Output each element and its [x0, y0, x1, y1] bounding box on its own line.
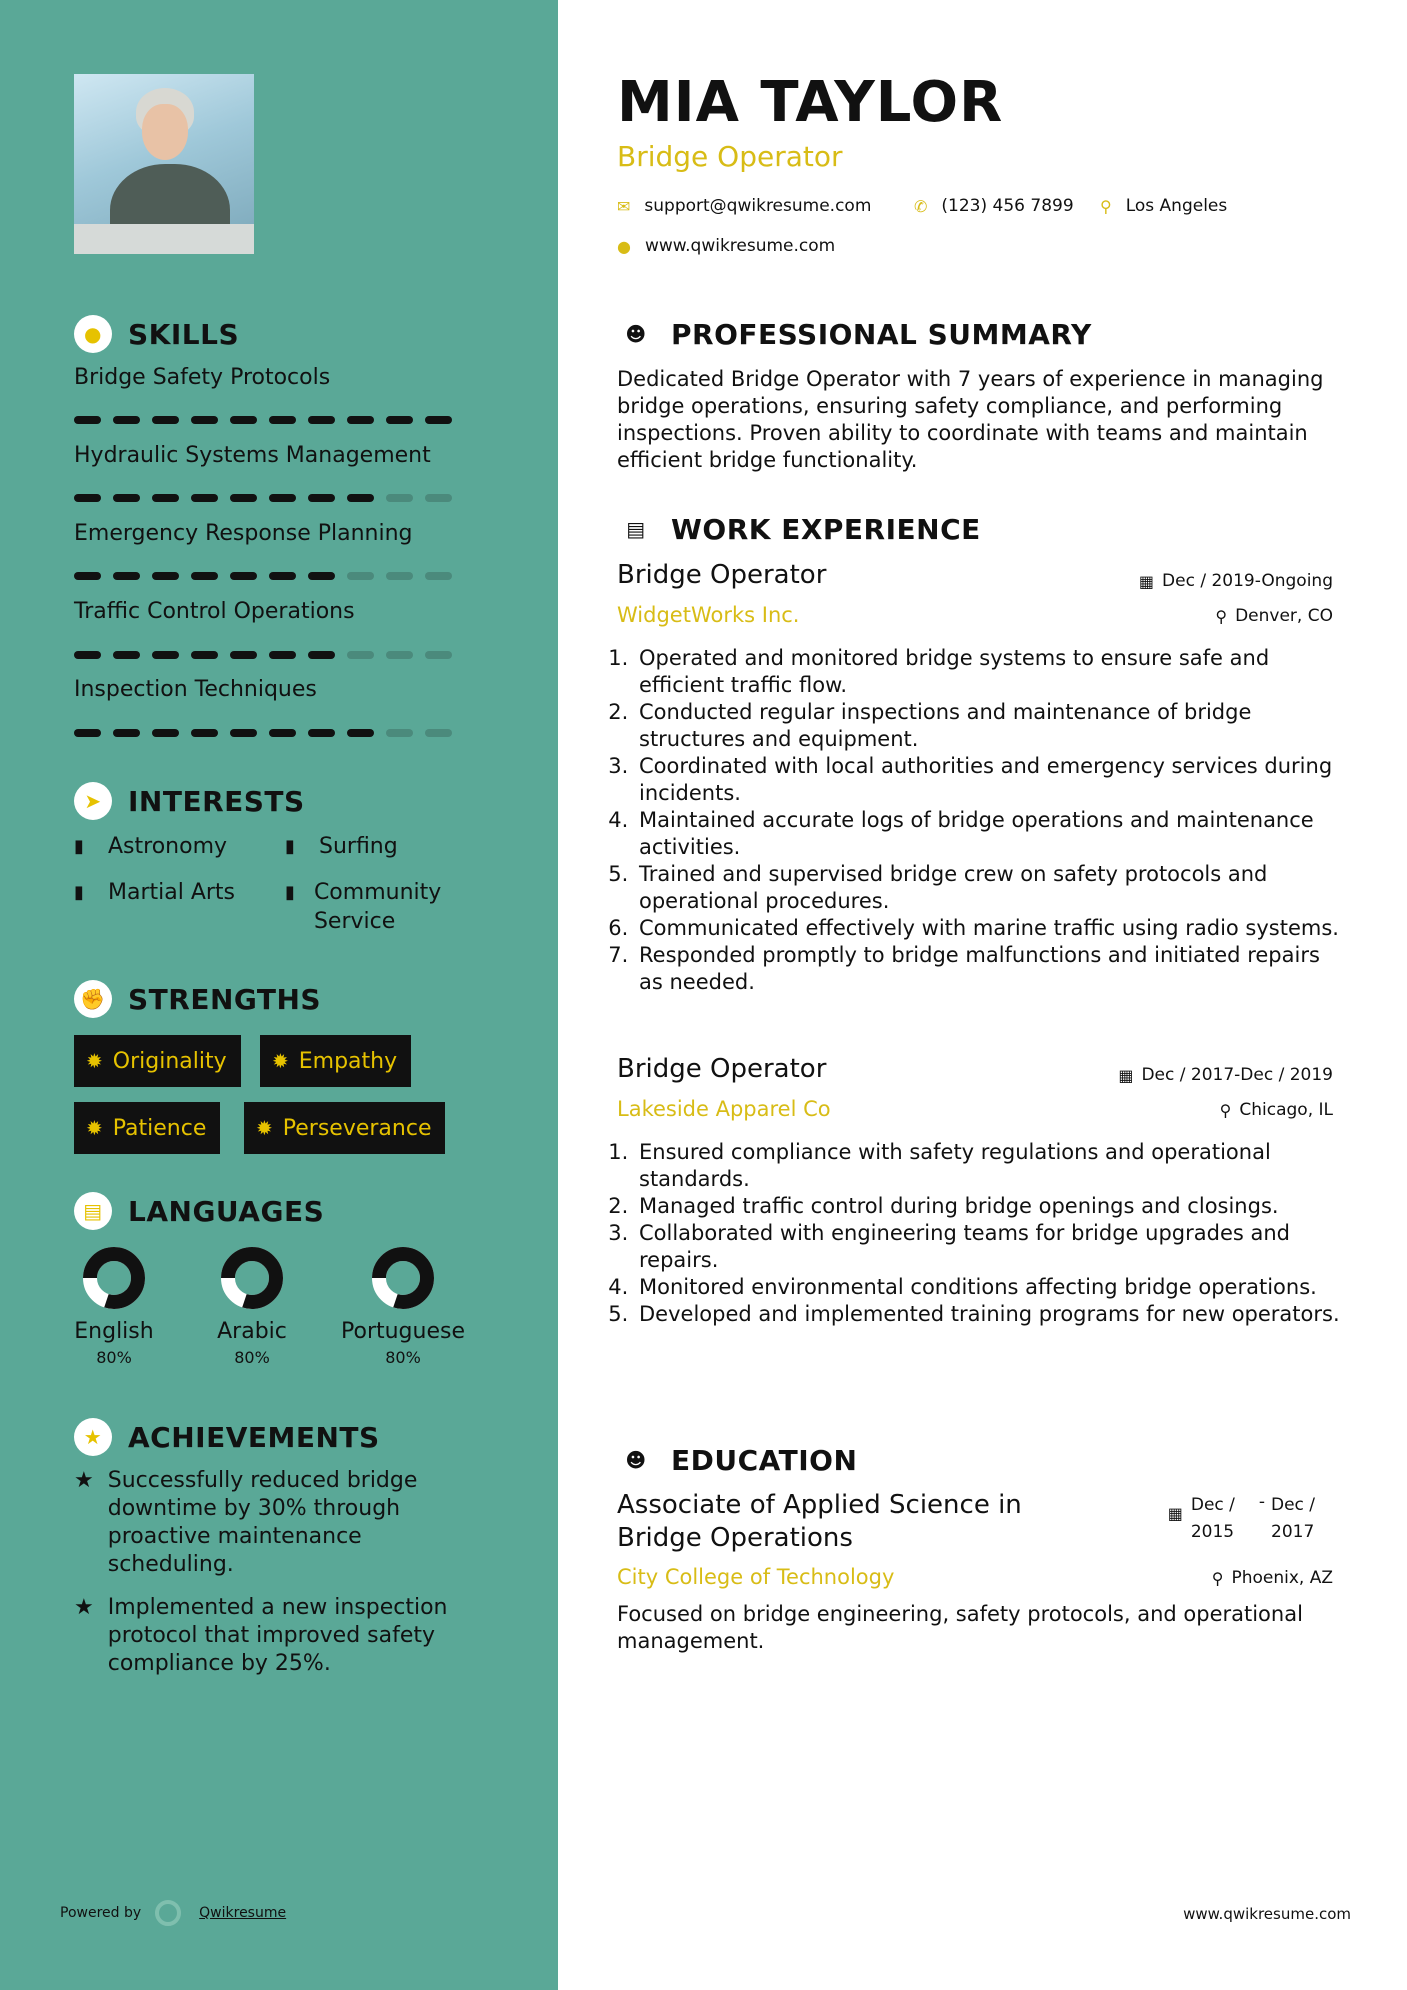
pushpin-icon: ⚲ [1219, 1100, 1232, 1120]
achievements-heading: ★ ACHIEVEMENTS [74, 1418, 380, 1456]
skill-dash-filled [308, 651, 335, 659]
skill-dash-filled [74, 729, 101, 737]
skill-dash-filled [74, 494, 101, 502]
skill-dash-empty [425, 729, 452, 737]
strength-badge: ✹ Empathy [260, 1035, 411, 1087]
skill-dash-empty [425, 494, 452, 502]
skill-name: Traffic Control Operations [74, 599, 355, 624]
interests-heading: ➤ INTERESTS [74, 782, 305, 820]
book-icon: ▮ [285, 836, 295, 857]
job-company: Lakeside Apparel Co [617, 1097, 831, 1121]
language-item [192, 1245, 312, 1367]
skill-level-bar [74, 729, 452, 737]
job-dates: ▦ Dec / 2017-Dec / 2019 [1118, 1065, 1333, 1085]
education-heading: ☻ EDUCATION [617, 1441, 857, 1479]
job-company: WidgetWorks Inc. [617, 603, 800, 627]
lightbulb-icon: ● [74, 315, 112, 353]
skill-dash-filled [152, 729, 179, 737]
education-text: Focused on bridge engineering, safety protocols, and operational management. [617, 1602, 1303, 1653]
skill-dash-filled [308, 416, 335, 424]
candidate-name: MIA TAYLOR [617, 70, 1004, 135]
skill-dash-filled [74, 416, 101, 424]
job-bullet: 3. Collaborated with engineering teams for bridge upgrades and repairs. [635, 1220, 1347, 1274]
skill-dash-filled [191, 729, 218, 737]
contact-website[interactable]: ● www.qwikresume.com [617, 236, 836, 256]
job-location: ⚲ Denver, CO [1215, 606, 1333, 626]
star-icon: ★ [74, 1418, 112, 1456]
brand-link[interactable]: Qwikresume [199, 1905, 287, 1921]
briefcase-icon: ▤ [626, 517, 646, 541]
skill-dash-filled [113, 729, 140, 737]
graduate-icon: ☻ [625, 1448, 647, 1472]
skill-dash-filled [230, 572, 257, 580]
education-dates: ▦ Dec / 2015 - Dec / 2017 [1167, 1492, 1316, 1542]
skill-dash-filled [191, 572, 218, 580]
map-pin-icon: ⚲ [1100, 196, 1112, 216]
paper-plane-icon: ➤ [74, 782, 112, 820]
job-title: Bridge Operator [617, 1054, 827, 1084]
globe-icon: ● [617, 236, 631, 256]
languages-heading: ▤ LANGUAGES [74, 1192, 324, 1230]
summary-text: Dedicated Bridge Operator with 7 years of experience in managing bridge operations, ensuring safety compliance, and performing inspections. Proven ability to coordinate with teams and maintain efficient bridge functionality. [617, 367, 1324, 472]
school-name: City College of Technology [617, 1565, 895, 1589]
job-title: Bridge Operator [617, 560, 827, 590]
calendar-icon: ▦ [1167, 1504, 1183, 1523]
skill-dash-filled [386, 416, 413, 424]
sun-icon: ✹ [86, 1116, 103, 1140]
job-bullets [617, 645, 1347, 996]
skill-dash-filled [152, 572, 179, 580]
job-dates: ▦ Dec / 2019-Ongoing [1138, 571, 1333, 591]
fist-icon: ✊ [74, 980, 112, 1018]
id-card-icon: ▤ [74, 1192, 112, 1230]
language-name: English [74, 1319, 154, 1344]
profile-photo [74, 74, 254, 254]
job-bullets [617, 1139, 1347, 1328]
job-bullet: 1. Operated and monitored bridge systems to ensure safe and efficient traffic flow. [635, 645, 1347, 699]
language-donut [219, 1245, 285, 1311]
skill-dash-filled [152, 651, 179, 659]
language-percent: 80% [385, 1348, 421, 1367]
skill-dash-empty [347, 651, 374, 659]
skill-dash-filled [269, 572, 296, 580]
skill-name: Inspection Techniques [74, 677, 317, 702]
contact-phone[interactable]: ✆ (123) 456 7899 [914, 196, 1074, 216]
skill-dash-filled [152, 416, 179, 424]
envelope-icon: ✉ [617, 196, 631, 216]
shooting-star-icon: ★ [74, 1595, 94, 1620]
summary-heading: ☻ PROFESSIONAL SUMMARY [617, 315, 1092, 353]
sun-icon: ✹ [272, 1049, 289, 1073]
skill-dash-filled [269, 729, 296, 737]
strength-badge: ✹ Originality [74, 1035, 241, 1087]
strength-badge: ✹ Perseverance [244, 1102, 445, 1154]
language-percent: 80% [234, 1348, 270, 1367]
skill-dash-filled [347, 416, 374, 424]
skill-dash-filled [308, 729, 335, 737]
skill-dash-filled [230, 416, 257, 424]
skill-dash-filled [230, 494, 257, 502]
skill-dash-filled [308, 494, 335, 502]
skill-dash-filled [152, 494, 179, 502]
language-percent: 80% [96, 1348, 132, 1367]
skill-dash-filled [113, 494, 140, 502]
skill-dash-filled [347, 494, 374, 502]
phone-icon: ✆ [914, 196, 928, 216]
job-bullet: 6. Communicated effectively with marine traffic using radio systems. [635, 915, 1347, 942]
skill-dash-filled [269, 494, 296, 502]
skill-dash-filled [269, 651, 296, 659]
book-icon: ▮ [74, 836, 84, 857]
book-icon: ▮ [74, 882, 84, 903]
job-bullet: 5. Developed and implemented training programs for new operators. [635, 1301, 1347, 1328]
skill-dash-filled [74, 651, 101, 659]
skill-dash-empty [386, 494, 413, 502]
sidebar [0, 0, 558, 1990]
strength-badge: ✹ Patience [74, 1102, 220, 1154]
education-location: ⚲ Phoenix, AZ [1211, 1568, 1333, 1588]
skill-dash-empty [386, 572, 413, 580]
calendar-icon: ▦ [1138, 571, 1155, 591]
contact-location: ⚲ Los Angeles [1100, 196, 1228, 216]
skill-dash-empty [425, 651, 452, 659]
language-item [54, 1245, 174, 1367]
language-donut [370, 1245, 436, 1311]
footer-url[interactable]: www.qwikresume.com [1183, 1905, 1351, 1923]
skill-dash-empty [386, 729, 413, 737]
skill-dash-empty [347, 572, 374, 580]
contact-email[interactable]: ✉ support@qwikresume.com [617, 196, 872, 216]
achievement-item: ★ Successfully reduced bridge downtime by 30% through proactive maintenance scheduling. [74, 1468, 418, 1577]
job-bullet: 4. Maintained accurate logs of bridge operations and maintenance activities. [635, 807, 1347, 861]
qwikresume-logo-icon [155, 1900, 181, 1926]
skill-name: Bridge Safety Protocols [74, 365, 331, 390]
job-bullet: 3. Coordinated with local authorities and emergency services during incidents. [635, 753, 1347, 807]
skill-dash-filled [191, 651, 218, 659]
skill-dash-empty [386, 651, 413, 659]
strengths-heading: ✊ STRENGTHS [74, 980, 321, 1018]
skill-dash-filled [113, 572, 140, 580]
job-bullet: 1. Ensured compliance with safety regulations and operational standards. [635, 1139, 1347, 1193]
skill-name: Hydraulic Systems Management [74, 443, 431, 468]
degree-title: Associate of Applied Science in Bridge Operations [617, 1490, 1022, 1553]
interest-item: ▮ Martial Arts [74, 880, 236, 905]
skill-level-bar [74, 416, 452, 424]
interest-item: ▮ Astronomy [74, 834, 228, 859]
calendar-icon: ▦ [1118, 1065, 1134, 1085]
experience-heading: ▤ WORK EXPERIENCE [617, 510, 981, 548]
job-bullet: 4. Monitored environmental conditions affecting bridge operations. [635, 1274, 1347, 1301]
skills-heading: ● SKILLS [74, 315, 239, 353]
skill-dash-filled [113, 416, 140, 424]
skill-level-bar [74, 572, 452, 580]
book-icon: ▮ [285, 882, 295, 903]
pushpin-icon: ⚲ [1211, 1568, 1224, 1588]
interest-item: ▮ Community Service [285, 880, 442, 934]
job-bullet: 2. Conducted regular inspections and maintenance of bridge structures and equipment. [635, 699, 1347, 753]
skill-dash-filled [74, 572, 101, 580]
language-item [333, 1245, 473, 1367]
achievement-item: ★ Implemented a new inspection protocol that improved safety compliance by 25%. [74, 1595, 448, 1676]
skill-level-bar [74, 651, 452, 659]
pushpin-icon: ⚲ [1215, 606, 1228, 626]
skill-dash-filled [347, 729, 374, 737]
skill-dash-filled [191, 416, 218, 424]
skill-dash-filled [191, 494, 218, 502]
skill-dash-empty [425, 572, 452, 580]
job-bullet: 2. Managed traffic control during bridge openings and closings. [635, 1193, 1347, 1220]
skill-dash-filled [113, 651, 140, 659]
job-bullet: 7. Responded promptly to bridge malfunctions and initiated repairs as needed. [635, 942, 1347, 996]
language-donut [81, 1245, 147, 1311]
skill-dash-filled [308, 572, 335, 580]
candidate-role: Bridge Operator [617, 140, 843, 173]
skill-level-bar [74, 494, 452, 502]
language-name: Portuguese [341, 1319, 465, 1344]
language-name: Arabic [217, 1319, 287, 1344]
skill-dash-filled [269, 416, 296, 424]
skill-name: Emergency Response Planning [74, 521, 413, 546]
job-location: ⚲ Chicago, IL [1219, 1100, 1333, 1120]
sun-icon: ✹ [86, 1049, 103, 1073]
job-bullet: 5. Trained and supervised bridge crew on safety protocols and operational procedures. [635, 861, 1347, 915]
skill-dash-filled [230, 651, 257, 659]
skill-dash-filled [230, 729, 257, 737]
user-icon: ☻ [625, 322, 647, 346]
sun-icon: ✹ [256, 1116, 273, 1140]
shooting-star-icon: ★ [74, 1468, 94, 1493]
interest-item: ▮ Surfing [285, 834, 398, 859]
skill-dash-filled [425, 416, 452, 424]
powered-by: Powered by Qwikresume [60, 1900, 286, 1926]
